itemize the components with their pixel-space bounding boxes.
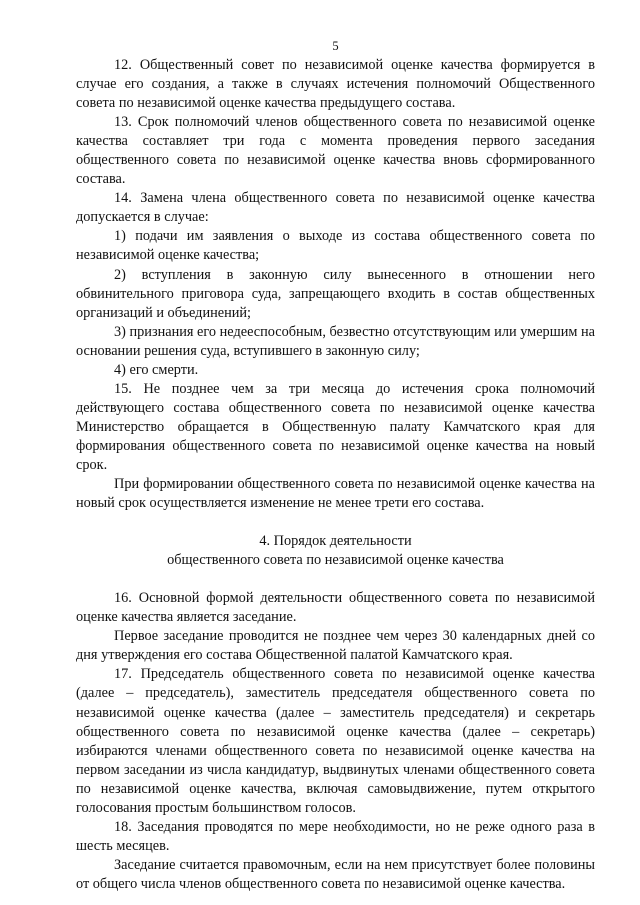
spacer [76,570,595,589]
list-item-3: 3) признания его недееспособным, безвестно отсутствующим или умершим на основании решения суда, вступившего в законную силу; [76,323,595,359]
paragraph-18-continuation: Заседание считается правомочным, если на нем присутствует более половины от общего числа членов общественного совета по независимой оценке качества. [76,856,595,892]
paragraph-15: 15. Не позднее чем за три месяца до истечения срока полномочий действующего состава общественного совета по независимой оценке качества Министерство обращается в Общественную палату Камчатского края для формирования общественного совета по независимой оценке качества на новый срок. [76,380,595,473]
paragraph-13: 13. Срок полномочий членов общественного совета по независимой оценке качества составляет три года с момента проведения первого заседания общественного совета по независимой оценке качества вновь сформированного состава. [76,114,595,188]
document-page [76,38,595,894]
list-item-1: 1) подачи им заявления о выходе из состава общественного совета по независимой оценке качества; [76,228,595,264]
paragraph-14: 14. Замена члена общественного совета по независимой оценке качества допускается в случае: [76,190,595,226]
list-item-4: 4) его смерти. [114,361,199,378]
list-item-2: 2) вступления в законную силу вынесенного в отношении него обвинительного приговора суда, запрещающего входить в состав общественных организаций и объединений; [76,266,595,321]
paragraph-17: 17. Председатель общественного совета по независимой оценке качества (далее – председатель), заместитель председателя общественного совета по независимой оценке качества (далее – заместитель председателя) и секретарь общественного совета по независимой оценке качества (далее – секретарь) избираются членами общественного совета по независимой оценке качества на первом заседании из числа кандидатур, выдвинутых членами общественного совета по независимой оценке качества, включая самовыдвижение, путем открытого голосования простым большинством голосов. [76,666,595,816]
page-number: 5 [332,39,339,53]
paragraph-16: 16. Основной формой деятельности общественного совета по независимой оценке качества является заседание. [76,590,595,626]
section-heading-line-1: 4. Порядок деятельности [259,533,412,550]
paragraph-16-continuation: Первое заседание проводится не позднее чем через 30 календарных дней со дня утверждения его состава Общественной палатой Камчатского края. [76,628,595,664]
section-heading-line-2: общественного совета по независимой оценке качества [167,552,504,569]
paragraph-12: 12. Общественный совет по независимой оценке качества формируется в случае его создания, а также в случаях истечения полномочий Общественного совета по независимой оценке качества предыдущего состава. [76,57,595,112]
spacer [76,513,595,532]
paragraph-15-continuation: При формировании общественного совета по независимой оценке качества на новый срок осуществляется изменение не менее трети его состава. [76,476,595,512]
paragraph-18: 18. Заседания проводятся по мере необходимости, но не реже одного раза в шесть месяцев. [76,818,595,854]
